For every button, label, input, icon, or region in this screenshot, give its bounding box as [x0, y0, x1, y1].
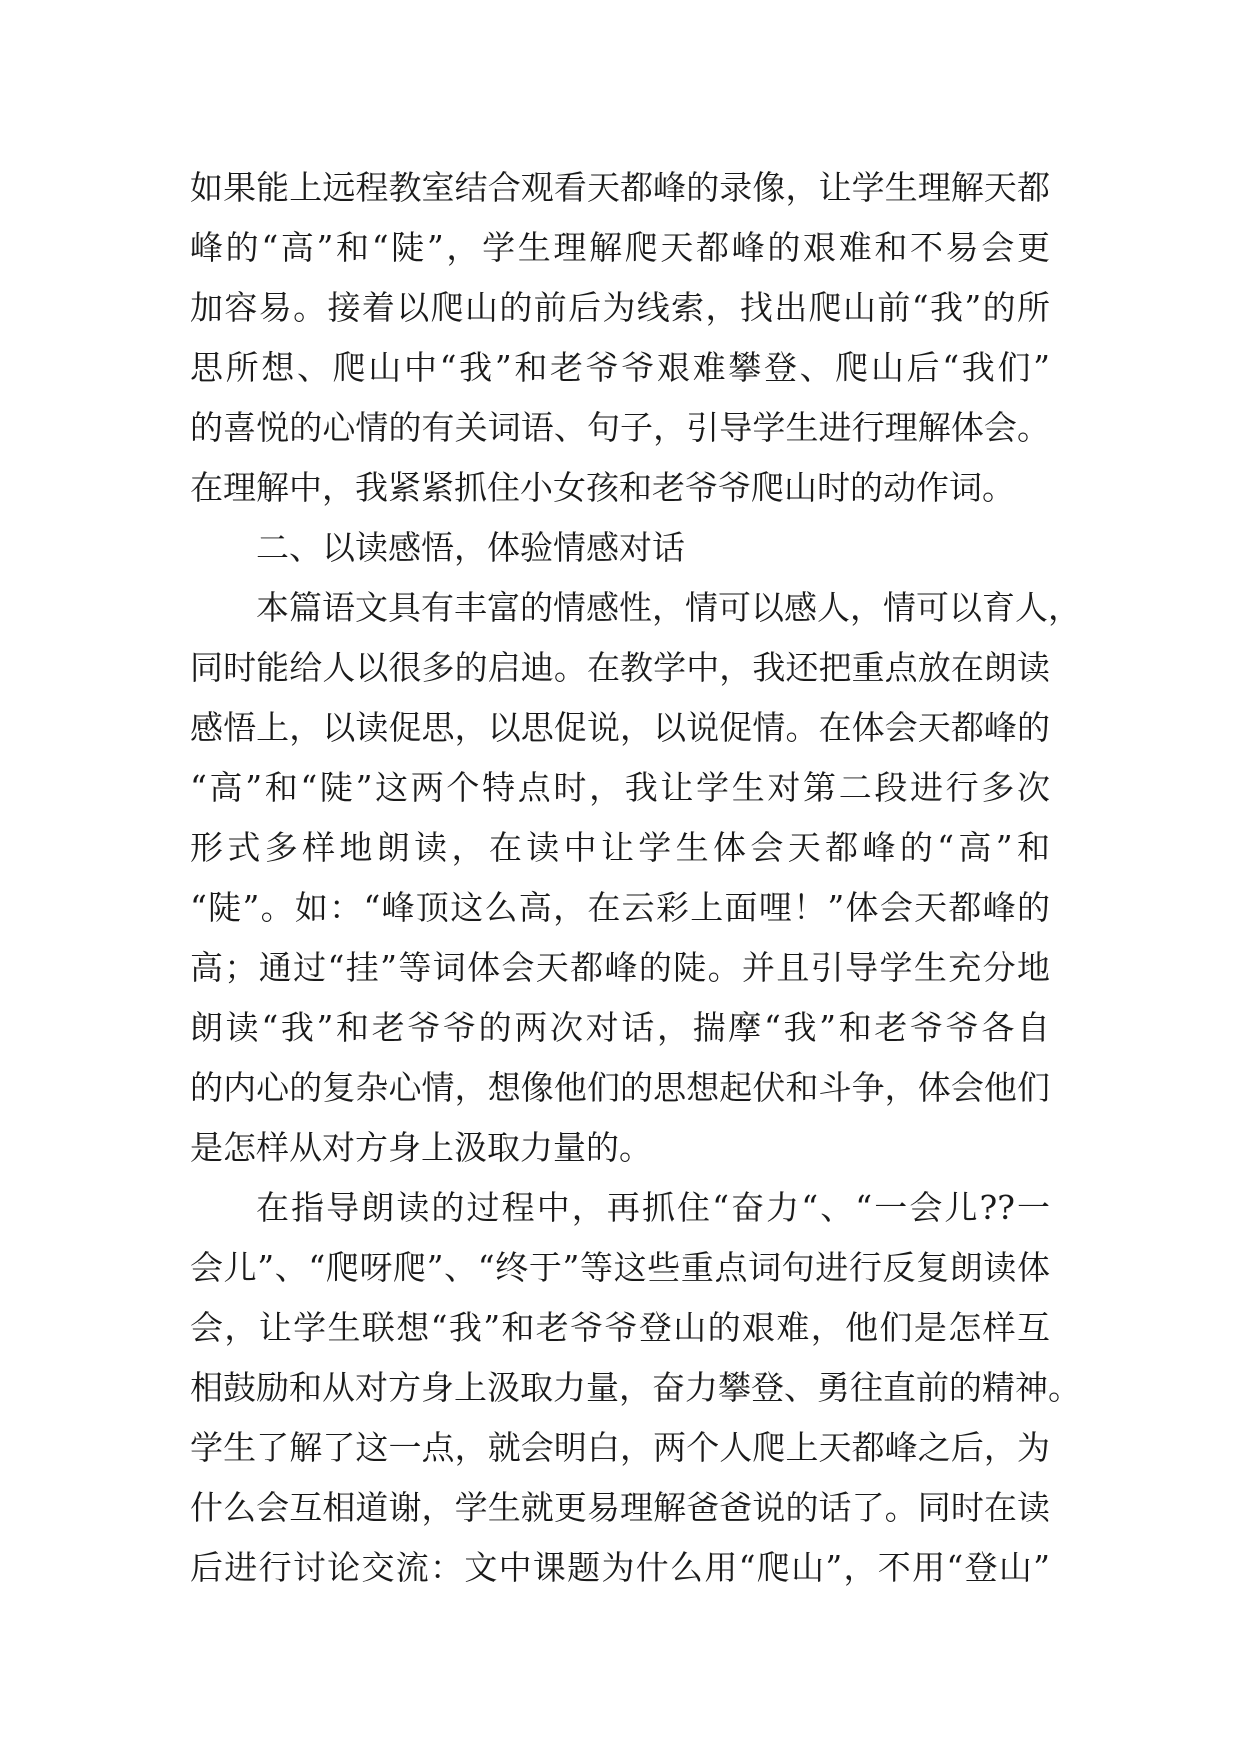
text-line: 思所想、爬山中“我”和老爷爷艰难攀登、爬山后“我们”: [190, 348, 1050, 387]
text-line: 相鼓励和从对方身上汲取力量，奋力攀登、勇往直前的精神。: [190, 1368, 1081, 1407]
text-line: 本篇语文具有丰富的情感性，情可以感人，情可以育人，: [256, 588, 1081, 627]
text-line: 在理解中，我紧紧抓住小女孩和老爷爷爬山时的动作词。: [190, 468, 1015, 507]
text-line: 高；通过“挂”等词体会天都峰的陡。并且引导学生充分地: [190, 948, 1050, 987]
text-line: 是怎样从对方身上汲取力量的。: [190, 1128, 652, 1167]
text-line: 会儿”、“爬呀爬”、“终于”等这些重点词句进行反复朗读体: [190, 1248, 1050, 1287]
text-line: 朗读“我”和老爷爷的两次对话，揣摩“我”和老爷爷各自: [190, 1008, 1050, 1047]
text-line: 形式多样地朗读，在读中让学生体会天都峰的“高”和: [190, 828, 1050, 867]
text-line: 的内心的复杂心情，想像他们的思想起伏和斗争，体会他们: [190, 1068, 1050, 1107]
text-line: “高”和“陡”这两个特点时，我让学生对第二段进行多次: [190, 768, 1050, 807]
text-line: “陡”。如：“峰顶这么高，在云彩上面哩！”体会天都峰的: [190, 888, 1050, 927]
text-line: 会，让学生联想“我”和老爷爷登山的艰难，他们是怎样互: [190, 1308, 1050, 1347]
body-text: [190, 158, 1081, 1598]
text-line: 同时能给人以很多的启迪。在教学中，我还把重点放在朗读: [190, 648, 1050, 687]
text-line: 加容易。接着以爬山的前后为线索，找出爬山前“我”的所: [190, 288, 1050, 327]
text-line: 在指导朗读的过程中，再抓住“奋力“、“一会儿??一: [256, 1188, 1050, 1227]
text-line: 如果能上远程教室结合观看天都峰的录像，让学生理解天都: [190, 168, 1050, 207]
text-line: 峰的“高”和“陡”，学生理解爬天都峰的艰难和不易会更: [190, 228, 1050, 267]
text-line: 什么会互相道谢，学生就更易理解爸爸说的话了。同时在读: [190, 1488, 1050, 1527]
section-heading: 二、以读感悟，体验情感对话: [256, 528, 685, 567]
text-line: 感悟上，以读促思，以思促说，以说促情。在体会天都峰的: [190, 708, 1050, 747]
text-line: 学生了解了这一点，就会明白，两个人爬上天都峰之后，为: [190, 1428, 1050, 1467]
text-line: 后进行讨论交流：文中课题为什么用“爬山”，不用“登山”: [190, 1548, 1050, 1587]
text-line: 的喜悦的心情的有关词语、句子，引导学生进行理解体会。: [190, 408, 1050, 447]
